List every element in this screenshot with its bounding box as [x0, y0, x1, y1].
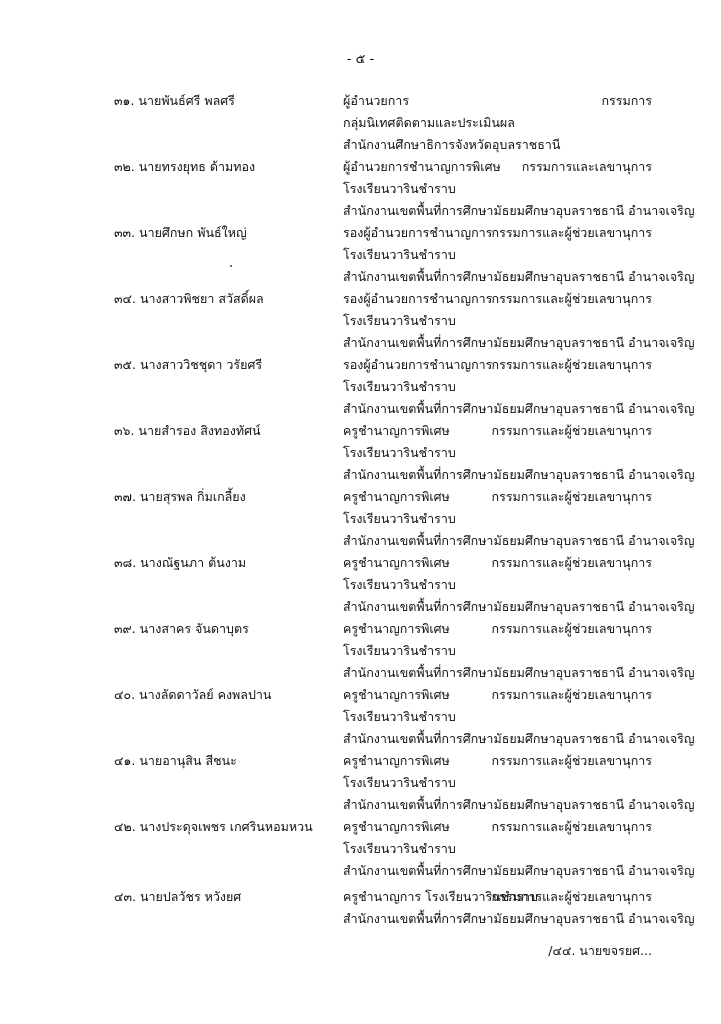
member-affiliation: สำนักงานเขตพื้นที่การศึกษามัธยมศึกษาอุบลราชธานี อำนาจเจริญ — [343, 533, 695, 548]
member-role: กรรมการและผู้ช่วยเลขานุการ — [491, 357, 652, 372]
member-affiliation: สำนักงานเขตพื้นที่การศึกษามัธยมศึกษาอุบลราชธานี อำนาจเจริญ — [343, 911, 695, 926]
member-position: ครูชำนาญการพิเศษ — [343, 555, 450, 570]
member-affiliation: สำนักงานเขตพื้นที่การศึกษามัธยมศึกษาอุบลราชธานี อำนาจเจริญ — [343, 467, 695, 482]
member-name: ๓๙. นางสาคร จันดาบุตร — [114, 621, 249, 636]
member-affiliation: โรงเรียนวารินชำราบ — [343, 313, 456, 328]
member-position: รองผู้อำนวยการชำนาญการ — [343, 291, 493, 306]
member-affiliation: โรงเรียนวารินชำราบ — [343, 247, 456, 262]
member-affiliation: โรงเรียนวารินชำราบ — [343, 511, 456, 526]
member-role: กรรมการและผู้ช่วยเลขานุการ — [491, 423, 652, 438]
member-affiliation: โรงเรียนวารินชำราบ — [343, 775, 456, 790]
member-name: ๔๓. นายปลวัชร หวังยศ — [114, 889, 242, 904]
continuation-note: /๔๔. นายขจรยศ... — [548, 943, 652, 958]
stray-mark — [230, 265, 232, 267]
member-affiliation: สำนักงานเขตพื้นที่การศึกษามัธยมศึกษาอุบลราชธานี อำนาจเจริญ — [343, 401, 695, 416]
member-role: กรรมการและเลขานุการ — [521, 159, 652, 174]
member-position: รองผู้อำนวยการชำนาญการ — [343, 357, 493, 372]
member-role: กรรมการและผู้ช่วยเลขานุการ — [491, 225, 652, 240]
member-position: ครูชำนาญการพิเศษ — [343, 753, 450, 768]
member-role: กรรมการ — [601, 93, 652, 108]
member-affiliation: โรงเรียนวารินชำราบ — [343, 841, 456, 856]
member-role: กรรมการและผู้ช่วยเลขานุการ — [491, 555, 652, 570]
member-affiliation: สำนักงานเขตพื้นที่การศึกษามัธยมศึกษาอุบลราชธานี อำนาจเจริญ — [343, 203, 695, 218]
member-name: ๓๒. นายทรงยุทธ ด้ามทอง — [114, 159, 256, 174]
member-name: ๓๓. นายศึกษก พันธ์ใหญ่ — [114, 225, 247, 240]
member-position: ครูชำนาญการพิเศษ — [343, 489, 450, 504]
member-name: ๓๗. นายสุรพล กิ่มเกลี้ยง — [114, 489, 246, 504]
member-name: ๓๑. นายพันธ์ศรี พลศรี — [114, 93, 235, 108]
member-role: กรรมการและผู้ช่วยเลขานุการ — [491, 621, 652, 636]
member-affiliation: โรงเรียนวารินชำราบ — [343, 181, 456, 196]
member-name: ๓๘. นางณัฐนภา ต้นงาม — [114, 555, 247, 570]
member-role: กรรมการและผู้ช่วยเลขานุการ — [491, 819, 652, 834]
member-affiliation: กลุ่มนิเทศติดตามและประเมินผล — [343, 115, 515, 130]
member-position: ผู้อำนวยการ — [343, 93, 410, 108]
member-role: กรรมการและผู้ช่วยเลขานุการ — [491, 489, 652, 504]
member-affiliation: โรงเรียนวารินชำราบ — [343, 577, 456, 592]
member-name: ๓๖. นายสำรอง สิงทองทัศน์ — [114, 423, 261, 438]
member-affiliation: โรงเรียนวารินชำราบ — [343, 643, 456, 658]
member-affiliation: สำนักงานเขตพื้นที่การศึกษามัธยมศึกษาอุบลราชธานี อำนาจเจริญ — [343, 731, 695, 746]
member-position: ผู้อำนวยการชำนาญการพิเศษ — [343, 159, 501, 174]
member-role: กรรมการและผู้ช่วยเลขานุการ — [491, 291, 652, 306]
member-role: กรรมการและผู้ช่วยเลขานุการ — [491, 889, 652, 904]
member-affiliation: สำนักงานศึกษาธิการจังหวัดอุบลราชธานี — [343, 137, 561, 152]
member-name: ๓๔. นางสาวพิชยา สวัสดิ์ผล — [114, 291, 264, 306]
member-affiliation: โรงเรียนวารินชำราบ — [343, 709, 456, 724]
member-position: ครูชำนาญการพิเศษ — [343, 687, 450, 702]
member-affiliation: โรงเรียนวารินชำราบ — [343, 445, 456, 460]
member-name: ๔๒. นางประดุจเพชร เกศรินหอมหวน — [114, 819, 313, 834]
member-position: ครูชำนาญการพิเศษ — [343, 423, 450, 438]
member-position: ครูชำนาญการ โรงเรียนวารินชำราบ — [343, 889, 538, 904]
member-position: รองผู้อำนวยการชำนาญการ — [343, 225, 493, 240]
member-affiliation: สำนักงานเขตพื้นที่การศึกษามัธยมศึกษาอุบลราชธานี อำนาจเจริญ — [343, 863, 695, 878]
member-name: ๓๕. นางสาววิชชุดา วรัยศรี — [114, 357, 263, 372]
member-affiliation: สำนักงานเขตพื้นที่การศึกษามัธยมศึกษาอุบลราชธานี อำนาจเจริญ — [343, 599, 695, 614]
member-affiliation: สำนักงานเขตพื้นที่การศึกษามัธยมศึกษาอุบลราชธานี อำนาจเจริญ — [343, 269, 695, 284]
member-role: กรรมการและผู้ช่วยเลขานุการ — [491, 687, 652, 702]
member-role: กรรมการและผู้ช่วยเลขานุการ — [491, 753, 652, 768]
member-affiliation: สำนักงานเขตพื้นที่การศึกษามัธยมศึกษาอุบลราชธานี อำนาจเจริญ — [343, 665, 695, 680]
member-affiliation: สำนักงานเขตพื้นที่การศึกษามัธยมศึกษาอุบลราชธานี อำนาจเจริญ — [343, 335, 695, 350]
member-affiliation: สำนักงานเขตพื้นที่การศึกษามัธยมศึกษาอุบลราชธานี อำนาจเจริญ — [343, 797, 695, 812]
member-name: ๔๐. นางลัดดาวัลย์ คงพลปาน — [114, 687, 272, 702]
member-position: ครูชำนาญการพิเศษ — [343, 819, 450, 834]
member-name: ๔๑. นายอานุสิน สีชนะ — [114, 753, 237, 768]
member-affiliation: โรงเรียนวารินชำราบ — [343, 379, 456, 394]
page-number: - ๕ - — [346, 52, 375, 67]
member-position: ครูชำนาญการพิเศษ — [343, 621, 450, 636]
